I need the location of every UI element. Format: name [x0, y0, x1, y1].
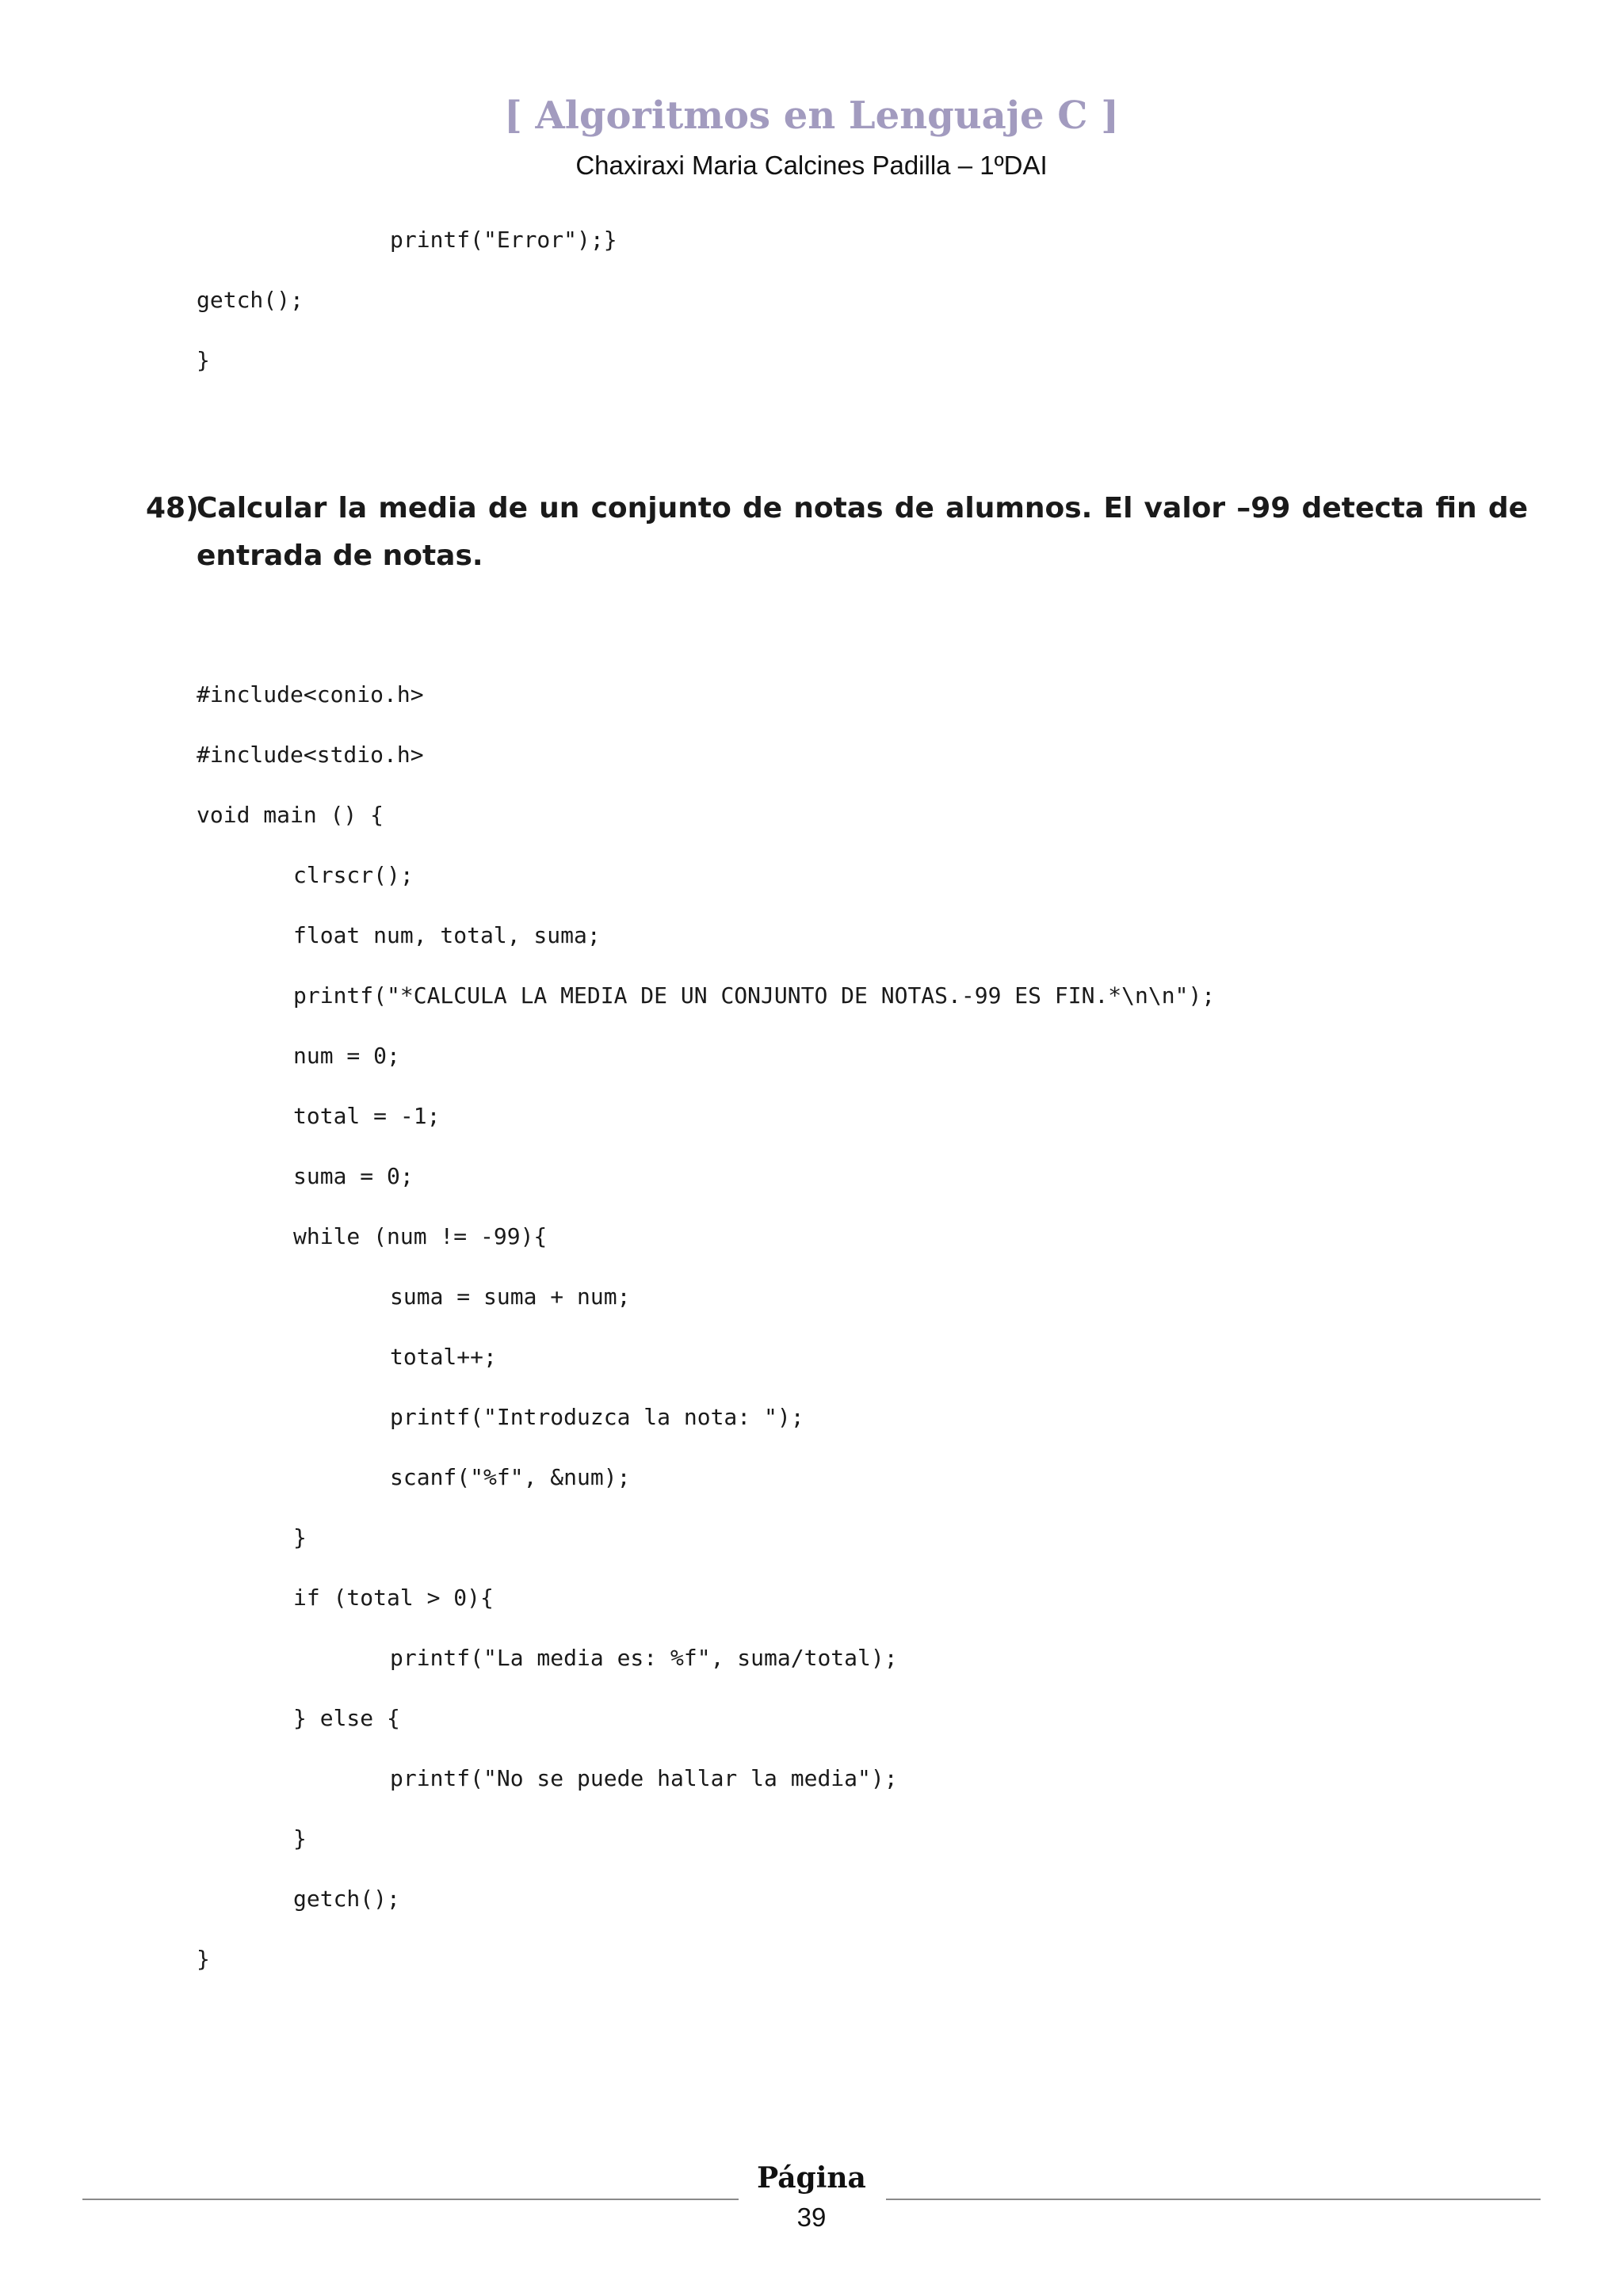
code-line: printf("*CALCULA LA MEDIA DE UN CONJUNTO DE NOTAS.-99 ES FIN.*\n\n");	[293, 982, 1216, 1009]
exercise-statement: Calcular la media de un conjunto de notas de alumnos. El valor –99 detecta fin de entrada de notas.	[197, 492, 1528, 572]
footer-page-label: Página	[757, 2161, 866, 2195]
code-line: num = 0;	[293, 1043, 400, 1069]
code-line: total = -1;	[293, 1103, 441, 1129]
code-line: suma = 0;	[293, 1163, 414, 1189]
code-line: printf("La media es: %f", suma/total);	[390, 1645, 898, 1671]
document-title: [ Algoritmos en Lenguaje C ]	[504, 93, 1119, 138]
footer-rule-right	[886, 2199, 1541, 2200]
code-line: } else {	[293, 1705, 400, 1731]
code-line: scanf("%f", &num);	[390, 1464, 631, 1490]
code-line: #include<conio.h>	[197, 681, 424, 707]
code-line: getch();	[293, 1886, 400, 1912]
code-line: }	[197, 347, 210, 373]
code-line: }	[293, 1825, 307, 1852]
code-line: getch();	[197, 287, 304, 313]
page-number: 39	[796, 2203, 827, 2232]
code-line: void main () {	[197, 802, 384, 828]
code-line: printf("Introduzca la nota: ");	[390, 1404, 804, 1430]
code-line: }	[197, 1946, 210, 1972]
code-line: while (num != -99){	[293, 1223, 548, 1249]
footer-rule-left	[82, 2199, 739, 2200]
code-line: clrscr();	[293, 862, 414, 888]
code-line: if (total > 0){	[293, 1585, 494, 1611]
document-author: Chaxiraxi Maria Calcines Padilla – 1ºDAI	[575, 151, 1048, 180]
code-line: printf("No se puede hallar la media");	[390, 1765, 898, 1791]
code-line: suma = suma + num;	[390, 1283, 631, 1310]
code-line: }	[293, 1524, 307, 1550]
code-line: float num, total, suma;	[293, 922, 601, 948]
code-line: #include<stdio.h>	[197, 742, 424, 768]
code-line: total++;	[390, 1344, 497, 1370]
code-line: printf("Error");}	[390, 227, 617, 253]
exercise-number: 48)	[146, 492, 199, 524]
